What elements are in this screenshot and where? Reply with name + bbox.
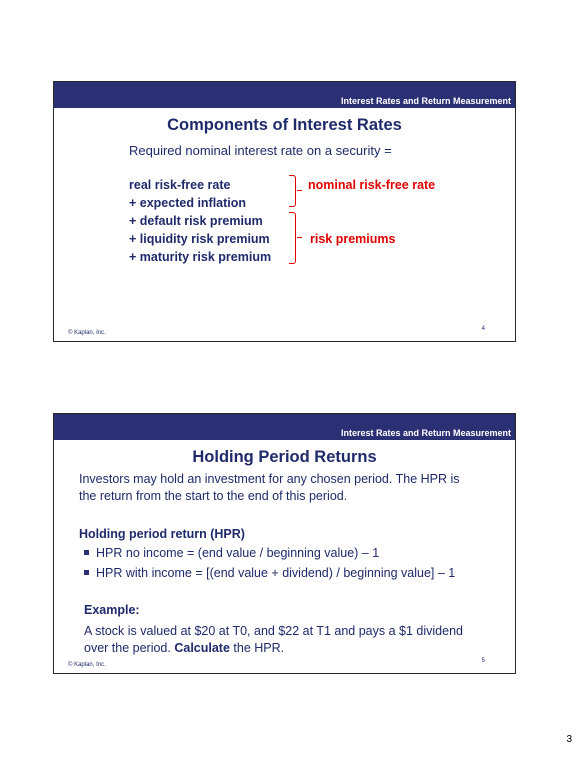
- intro-line-2: the return from the start to the end of this period.: [79, 489, 348, 503]
- slide-title: Components of Interest Rates: [167, 116, 402, 134]
- bullet-icon: [84, 570, 89, 575]
- component-line: real risk-free rate: [129, 178, 231, 192]
- hpr-heading: Holding period return (HPR): [79, 527, 245, 541]
- component-line: + expected inflation: [129, 196, 247, 210]
- risk-premiums-label: risk premiums: [310, 232, 396, 246]
- brace-tick: [297, 237, 302, 238]
- bullet-icon: [84, 550, 89, 555]
- brace-tick: [297, 190, 302, 191]
- copyright-footer: © Kaplan, Inc.: [68, 330, 106, 336]
- slide-1: [53, 81, 516, 342]
- component-line: + maturity risk premium: [129, 250, 272, 264]
- slide-header-text: Interest Rates and Return Measurement: [340, 96, 511, 106]
- slide-2: [53, 413, 516, 674]
- example-line-2: over the period. Calculate the HPR.: [84, 641, 285, 655]
- brace-nominal: [289, 175, 296, 207]
- slide-header-text: Interest Rates and Return Measurement: [340, 428, 511, 438]
- hpr-bullet-2: HPR with income = [(end value + dividend) / beginning value] – 1: [84, 566, 455, 580]
- slide-header: [54, 414, 515, 440]
- nominal-risk-free-label: nominal risk-free rate: [308, 178, 436, 192]
- example-heading: Example:: [84, 603, 140, 617]
- slide-header: [54, 82, 515, 108]
- intro-text: Required nominal interest rate on a security =: [129, 143, 392, 158]
- slide-number: 5: [481, 658, 485, 664]
- example-line-1: A stock is valued at $20 at T0, and $22 at T1 and pays a $1 dividend: [84, 624, 463, 638]
- copyright-footer: © Kaplan, Inc.: [68, 662, 106, 668]
- brace-premiums: [289, 212, 296, 264]
- slide-number: 4: [481, 326, 485, 332]
- intro-line-1: Investors may hold an investment for any chosen period. The HPR is: [79, 472, 460, 486]
- slide-title: Holding Period Returns: [192, 448, 377, 466]
- component-line: + liquidity risk premium: [129, 232, 270, 246]
- page-number: 3: [566, 734, 572, 745]
- hpr-bullet-1: HPR no income = (end value / beginning value) – 1: [84, 546, 379, 560]
- component-line: + default risk premium: [129, 214, 263, 228]
